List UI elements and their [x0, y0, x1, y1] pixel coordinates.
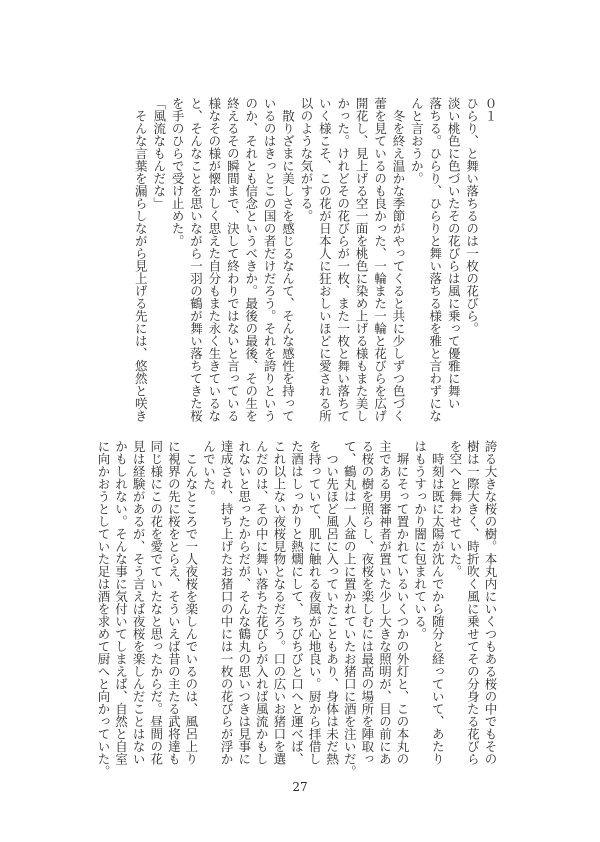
text-line: 樹は一際大きく、時折吹く風に乗せてその分身たる花びら [465, 440, 481, 765]
text-line: 主である男審神者が置いた少し大きな照明が、目の前にあ [377, 440, 393, 765]
text-line: 散りざまに美しさを感じるなんて、そんな感性を持って [280, 97, 296, 422]
text-line: はもうすっかり闇に包まれている。 [412, 440, 428, 640]
text-line: 塀にそって置かれているいくつかの外灯と、この本丸の [395, 440, 411, 765]
text-line: そんな言葉を漏らしながら見上げる先には、悠然と咲き [133, 97, 149, 422]
text-line: 以のような気がする。 [298, 97, 314, 222]
text-line: る桜の樹を照らし、夜桜を楽しむには最高の場所を陣取っ [359, 440, 375, 765]
text-line: 「風流なもんだな」 [151, 97, 167, 210]
text-line: 終えるその瞬間まで、決して終わりではないと言っている [225, 97, 241, 422]
text-line: 見は経験があるが、そう言えば夜桜を楽しんだことはない [131, 440, 147, 765]
text-line: 達成され、持ち上げたお猪口の中には一枚の花びらが浮か [219, 440, 235, 765]
text-line: 淡い桃色に色づいたその花びらは風に乗って優雅に舞い [446, 97, 462, 410]
text-line: いるのはきっとこの国の者だけだろう。それを誇りという [262, 97, 278, 422]
text-line: ひらり、と舞い落ちるのは一枚の花びら。 [464, 97, 480, 335]
text-line: 同じ様にこの花を愛でていたなと思ったからだ。昼間の花 [148, 440, 164, 765]
text-line: のか、それとも信念というべきか。最後の最後、その生を [243, 97, 259, 422]
text-line: を手のひらで受け止めた。 [170, 97, 186, 247]
text-line: 落ちる。ひらり、ひらりと舞い落ちる様を雅と言わずにな [427, 97, 443, 422]
text-line: かもしれない。そんな事に気付いてしまえば、自然と自室 [113, 440, 129, 765]
text-line: こんなところで一人夜桜を楽しんでいるのは、風呂上り [183, 440, 199, 765]
text-line: いく様こそ、この花が日本人に狂おしいほどに愛される所 [317, 97, 333, 422]
text-line: を空へと舞わせていた。 [447, 440, 463, 578]
text-line: 時刻は既に太陽が沈んでから随分と経っていて、あたり [430, 440, 446, 765]
text-line: 誇る大きな桜の樹。本丸内にいくつもある桜の中でもその [483, 440, 498, 765]
text-line: 冬を終え温かな季節がやってくると共に少しずつ色づく [390, 97, 406, 422]
text-block-lower [94, 440, 499, 778]
text-line: んでいた。 [201, 440, 217, 503]
text-line: を持っていて、肌に触れる夜風が心地良い。厨から拝借し [307, 440, 323, 765]
text-line: つい先ほど風呂に入っていたこともあり、身体は未だ熱 [324, 440, 340, 765]
text-line: と、そんなことを思いながら一羽の鶴が舞い落ちてきた桜 [188, 97, 204, 422]
text-line: に視界の先に桜をとらえ、そういえば昔の主たる武将達も [166, 440, 182, 765]
text-line: た酒はしっかりと熱燗にして、ちびちびと口へと運べば、 [289, 440, 305, 765]
text-line: て、鶴丸は一人盆の上に置かれていたお猪口に酒を注いだ。 [342, 440, 358, 778]
text-line: ０１ [483, 97, 498, 122]
text-line: 様なその様が懐かしく思えた自分もまた永く生きているな [206, 97, 222, 422]
text-block-upper [131, 97, 499, 422]
text-line: これ以上ない夜桜見物となるだろう。口の広いお猪口を選 [271, 440, 287, 765]
text-line: んだのは、その中に舞い落ちた花びらが入れば風流かもし [254, 440, 270, 765]
text-line: 開花し、見上げる空一面を桃色に染め上げる様もまた美し [354, 97, 370, 422]
text-line: んと言おうか。 [409, 97, 425, 185]
page-number: 27 [292, 780, 308, 794]
text-line: かった。けれどその花びらが一枚、また一枚と舞い落ちて [335, 97, 351, 422]
text-line: に向かおうとしていた足は酒を求めて厨へと向かっていた。 [95, 440, 111, 778]
text-line: れないと思ったからだが、そんな鶴丸の思いつきは見事に [236, 440, 252, 765]
text-line: 蕾を見ているのも良かった、一輪また一輪と花びらを広げ [372, 97, 388, 422]
